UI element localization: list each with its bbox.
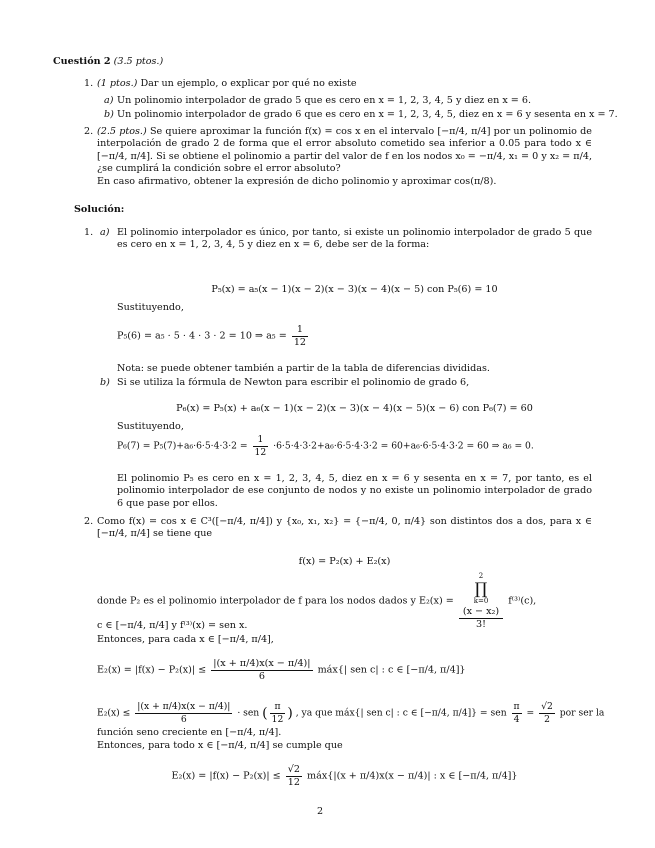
question-title: Cuestión 2	[53, 56, 111, 67]
item1-line	[97, 78, 357, 90]
eq-fx: f(x) = P₂(x) + E₂(x)	[298, 556, 391, 567]
error-fraction: 2 ∏ k=0 (x − x₂) 3!	[459, 572, 503, 632]
item1-number: 1.	[84, 78, 94, 89]
eq-p5-6: P₅(6) = a₅ · 5 · 4 · 3 · 2 = 10 ⇒ a₅ = $\frac{1}{12}$	[117, 324, 307, 349]
s1a-text: El polinomio interpolador es único, por tanto, si existe un polinomio interpolador de grado 5 que es cero en x = 1, 2, 3, 4, 5 y diez en x = 6, debe ser de la forma:	[117, 227, 592, 251]
item2-text: Se quiere aproximar la función f(x) = cos x en el intervalo [−π/4, π/4] por un polinomio de interpolación de grado 2 de forma que el error absoluto cometido sea inferior a 0.05 para todo x ∈ [−π/4, π/4]. Si se obtiene el polinomio a partir del valor de f en los nodos x₀ = −π/4, x₁ = 0 y x₂ = π/4, ¿se cumplirá la condición sobre el error absoluto?	[97, 126, 592, 175]
s1a-label: a)	[100, 227, 110, 238]
item2-number: 2.	[84, 126, 94, 137]
solution-title: Solución:	[74, 204, 125, 215]
item1a-text: Un polinomio interpolador de grado 5 que es cero en x = 1, 2, 3, 4, 5 y diez en x = 6.	[117, 95, 532, 106]
entonces-2: Entonces, para todo x ∈ [−π/4, π/4] se cumple que	[97, 740, 343, 751]
s1-number: 1.	[84, 227, 94, 238]
sustituyendo-2: Sustituyendo,	[117, 421, 184, 432]
item2-text2: En caso afirmativo, obtener la expresión de dicho polinomio y aproximar cos(π/8).	[97, 175, 497, 187]
s1b-text: Si se utiliza la fórmula de Newton para escribir el polinomio de grado 6,	[117, 377, 470, 388]
question-points: (3.5 ptos.)	[113, 56, 164, 67]
nota: Nota: se puede obtener también a partir de la tabla de diferencias divididas.	[117, 363, 490, 374]
entonces-1: Entonces, para cada x ∈ [−π/4, π/4],	[97, 634, 274, 645]
s1b-conclusion: El polinomio P₅ es cero en x = 1, 2, 3, 4, 5, diez en x = 6 y sesenta en x = 7, por tanto, es el polinomio interpolador de ese conjunto de nodos y no existe un polinomio interpolador de grado 6 que pase por ellos.	[117, 473, 592, 509]
donde-line: donde P₂ es el polinomio interpolador de f para los nodos dados y E₂(x) = 2 ∏ k=0 (x − x₂) 3! f⁽³⁾(c),	[97, 572, 537, 631]
s2-text: Como f(x) = cos x ∈ C³([−π/4, π/4]) y {x₀, x₁, x₂} = {−π/4, 0, π/4} son distintos dos a dos, para x ∈ [−π/4, π/4] se tiene que	[97, 516, 592, 540]
item1-text: Dar un ejemplo, o explicar por qué no existe	[140, 78, 357, 89]
funcion-seno: función seno creciente en [−π/4, π/4].	[97, 727, 282, 738]
eq-e2: E₂(x) = |f(x) − P₂(x)| ≤ $\frac{|(x + \pi/4)x(x - \pi/4)|}{6}$ máx{| sen c| : c ∈ [−π/4, π/4]}	[97, 658, 466, 683]
eq-p6: P₆(x) = P₅(x) + a₆(x − 1)(x − 2)(x − 3)(x − 4)(x − 5)(x − 6) con P₆(7) = 60	[176, 403, 533, 414]
item1b-label: b)	[104, 109, 114, 120]
page-number: 2	[316, 806, 324, 817]
fraction-1-12: $\frac{1}{12}$	[293, 324, 307, 349]
eq-e2b: E₂(x) ≤ $\frac{|(x + \pi/4)x(x - \pi/4)|}{6}$ · sen ( $\frac{\pi}{12}$ ) , ya que máx{| sen c| : c ∈ [−π/4, π/4]} = sen $\frac{\pi}{4}$ = $\frac{√2}{2}$ por ser la	[97, 701, 605, 726]
s1b-label: b)	[100, 377, 110, 388]
item1a-label: a)	[104, 95, 114, 106]
eq-final: E₂(x) = |f(x) − P₂(x)| ≤ $\frac{√2}{12}$ máx{|(x + π/4)x(x − π/4)| : x ∈ [−π/4, π/4]}	[171, 764, 518, 789]
eq-p6-7: P₆(7) = P₅(7)+a₆·6·5·4·3·2 = $\frac{1}{12}$ ·6·5·4·3·2+a₆·6·5·4·3·2 = 60+a₆·6·5·4·3·2 = 60 ⇒ a₆ = 0.	[117, 434, 534, 459]
s2-number: 2.	[84, 516, 94, 527]
donde-c: c ∈ [−π/4, π/4] y f⁽³⁾(x) = sen x.	[97, 620, 248, 631]
item2-points: (2.5 ptos.)	[97, 126, 147, 137]
item2-block	[97, 126, 592, 188]
item1-points: (1 ptos.)	[97, 78, 138, 89]
question-heading	[53, 56, 163, 68]
item1b-text: Un polinomio interpolador de grado 6 que es cero en x = 1, 2, 3, 4, 5, diez en x = 6 y sesenta en x = 7.	[117, 109, 618, 120]
eq-p5: P₅(x) = a₅(x − 1)(x − 2)(x − 3)(x − 4)(x − 5) con P₅(6) = 10	[211, 284, 498, 295]
sustituyendo-1: Sustituyendo,	[117, 302, 184, 313]
